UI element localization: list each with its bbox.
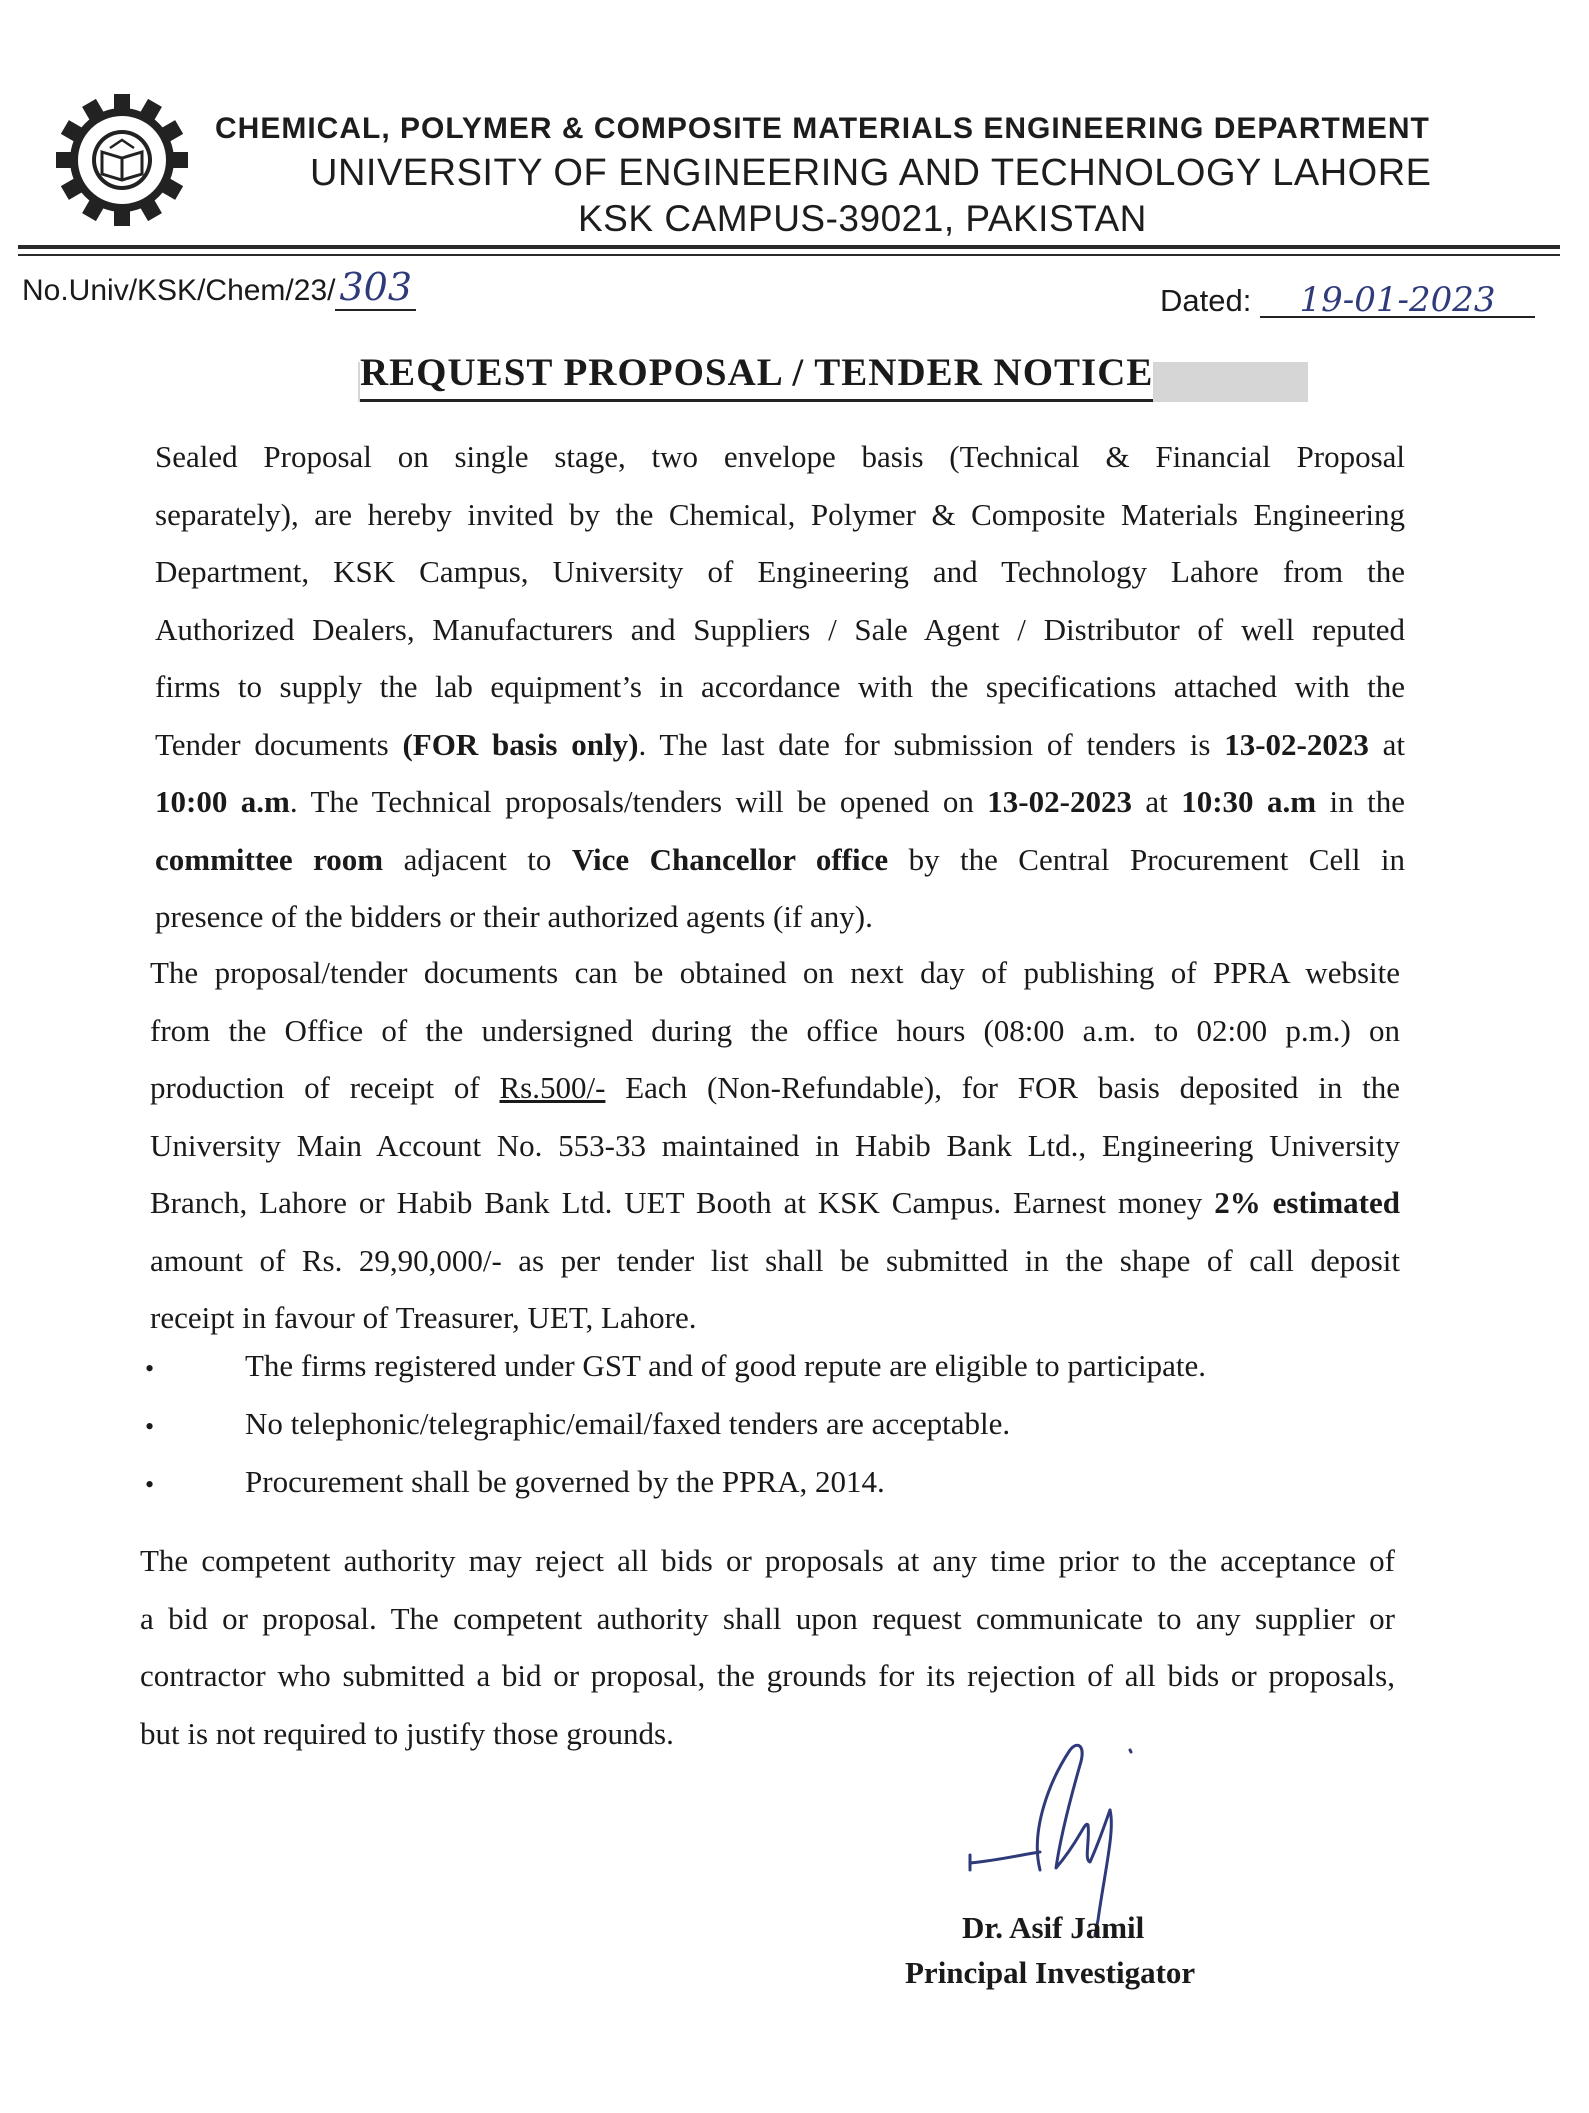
paragraph-documents bbox=[150, 944, 1400, 1347]
text-line: contractor who submitted a bid or proposal, the grounds for its rejection of all bids or proposals, bbox=[140, 1658, 1395, 1693]
list-item bbox=[145, 1348, 1345, 1406]
notice-title: REQUEST PROPOSAL / TENDER NOTICE bbox=[360, 350, 1153, 402]
venue-room: committee room bbox=[155, 841, 384, 877]
list-item-text: Procurement shall be governed by the PPRA, 2014. bbox=[245, 1464, 885, 1499]
cog-tooth bbox=[114, 94, 130, 114]
text-line: committee room adjacent to Vice Chancellor office by the Central Procurement Cell in bbox=[155, 841, 1405, 877]
text-line: firms to supply the lab equipment’s in accordance with the specifications attached with the bbox=[155, 669, 1405, 704]
venue-office: Vice Chancellor office bbox=[571, 841, 889, 877]
header-rule-thin bbox=[18, 254, 1560, 256]
signatory-designation: Principal Investigator bbox=[905, 1955, 1196, 1990]
university-name: UNIVERSITY OF ENGINEERING AND TECHNOLOGY LAHORE bbox=[310, 152, 1432, 194]
date-label: Dated: bbox=[1160, 283, 1252, 318]
cog-tooth bbox=[56, 152, 76, 168]
text-line: Tender documents (FOR basis only). The last date for submission of tenders is 13-02-2023 at bbox=[155, 726, 1406, 762]
earnest-money-percent: 2% estimated bbox=[1214, 1185, 1400, 1220]
reference-handwritten-number: 303 bbox=[335, 265, 416, 311]
cog-tooth bbox=[114, 206, 130, 226]
list-item bbox=[145, 1406, 1345, 1464]
signatory-name: Dr. Asif Jamil bbox=[962, 1910, 1145, 1945]
text-line: The competent authority may reject all bids or proposals at any time prior to the acceptance of bbox=[140, 1543, 1395, 1578]
bullet-icon: • bbox=[145, 1470, 155, 1499]
text-line: Department, KSK Campus, University of Engineering and Technology Lahore from the bbox=[155, 554, 1405, 589]
bullet-icon: • bbox=[145, 1354, 155, 1383]
text-line: 10:00 a.m. The Technical proposals/tenders will be opened on 13-02-2023 at 10:30 a.m in the bbox=[155, 784, 1405, 819]
list-item-text: The firms registered under GST and of good repute are eligible to participate. bbox=[245, 1348, 1206, 1383]
campus-address: KSK CAMPUS-39021, PAKISTAN bbox=[578, 198, 1147, 239]
list-item bbox=[145, 1464, 1345, 1522]
paragraph-authority bbox=[140, 1532, 1395, 1762]
date-handwritten-value: 19-01-2023 bbox=[1260, 284, 1535, 318]
bullet-icon: • bbox=[145, 1412, 155, 1441]
date-line bbox=[1160, 280, 1535, 320]
university-logo bbox=[52, 90, 192, 230]
list-item-text: No telephonic/telegraphic/email/faxed tenders are acceptable. bbox=[245, 1406, 1011, 1441]
paragraph-invitation bbox=[155, 428, 1405, 946]
text-line: separately), are hereby invited by the Chemical, Polymer & Composite Materials Engineering bbox=[155, 496, 1405, 532]
conditions-list bbox=[145, 1348, 1345, 1522]
department-name: CHEMICAL, POLYMER & COMPOSITE MATERIALS ENGINEERING DEPARTMENT bbox=[215, 112, 1430, 145]
opening-date: 13-02-2023 bbox=[987, 784, 1132, 819]
text-line: Branch, Lahore or Habib Bank Ltd. UET Booth at KSK Campus. Earnest money 2% estimated bbox=[150, 1185, 1400, 1220]
text-line: Authorized Dealers, Manufacturers and Suppliers / Sale Agent / Distributor of well reputed bbox=[155, 611, 1405, 647]
submission-time: 10:00 a.m bbox=[155, 784, 290, 819]
for-basis-note: (FOR basis only) bbox=[402, 726, 639, 762]
opening-time: 10:30 a.m bbox=[1181, 784, 1317, 819]
text-line: but is not required to justify those grounds. bbox=[140, 1715, 674, 1751]
text-line: presence of the bidders or their authorized agents (if any). bbox=[155, 899, 873, 934]
text-line: receipt in favour of Treasurer, UET, Lahore. bbox=[150, 1300, 697, 1335]
text-line: from the Office of the undersigned during the office hours (08:00 a.m. to 02:00 p.m.) on bbox=[150, 1012, 1400, 1048]
reference-number bbox=[22, 265, 416, 309]
text-line: production of receipt of Rs.500/- Each (Non-Refundable), for FOR basis deposited in the bbox=[150, 1070, 1401, 1105]
text-line: The proposal/tender documents can be obtained on next day of publishing of PPRA website bbox=[150, 955, 1400, 990]
text-line: University Main Account No. 553-33 maintained in Habib Bank Ltd., Engineering University bbox=[150, 1127, 1400, 1163]
header-rule-thick bbox=[18, 245, 1560, 249]
text-line: a bid or proposal. The competent authority shall upon request communicate to any supplier or bbox=[140, 1600, 1395, 1636]
submission-date: 13-02-2023 bbox=[1224, 726, 1369, 762]
text-line: Sealed Proposal on single stage, two envelope basis (Technical & Financial Proposal bbox=[155, 439, 1405, 474]
text-line: amount of Rs. 29,90,000/- as per tender list shall be submitted in the shape of call deposit bbox=[150, 1242, 1400, 1278]
reference-prefix: No.Univ/KSK/Chem/23/ bbox=[22, 274, 336, 307]
document-fee: Rs.500/- bbox=[499, 1070, 606, 1105]
cog-tooth bbox=[168, 152, 188, 168]
